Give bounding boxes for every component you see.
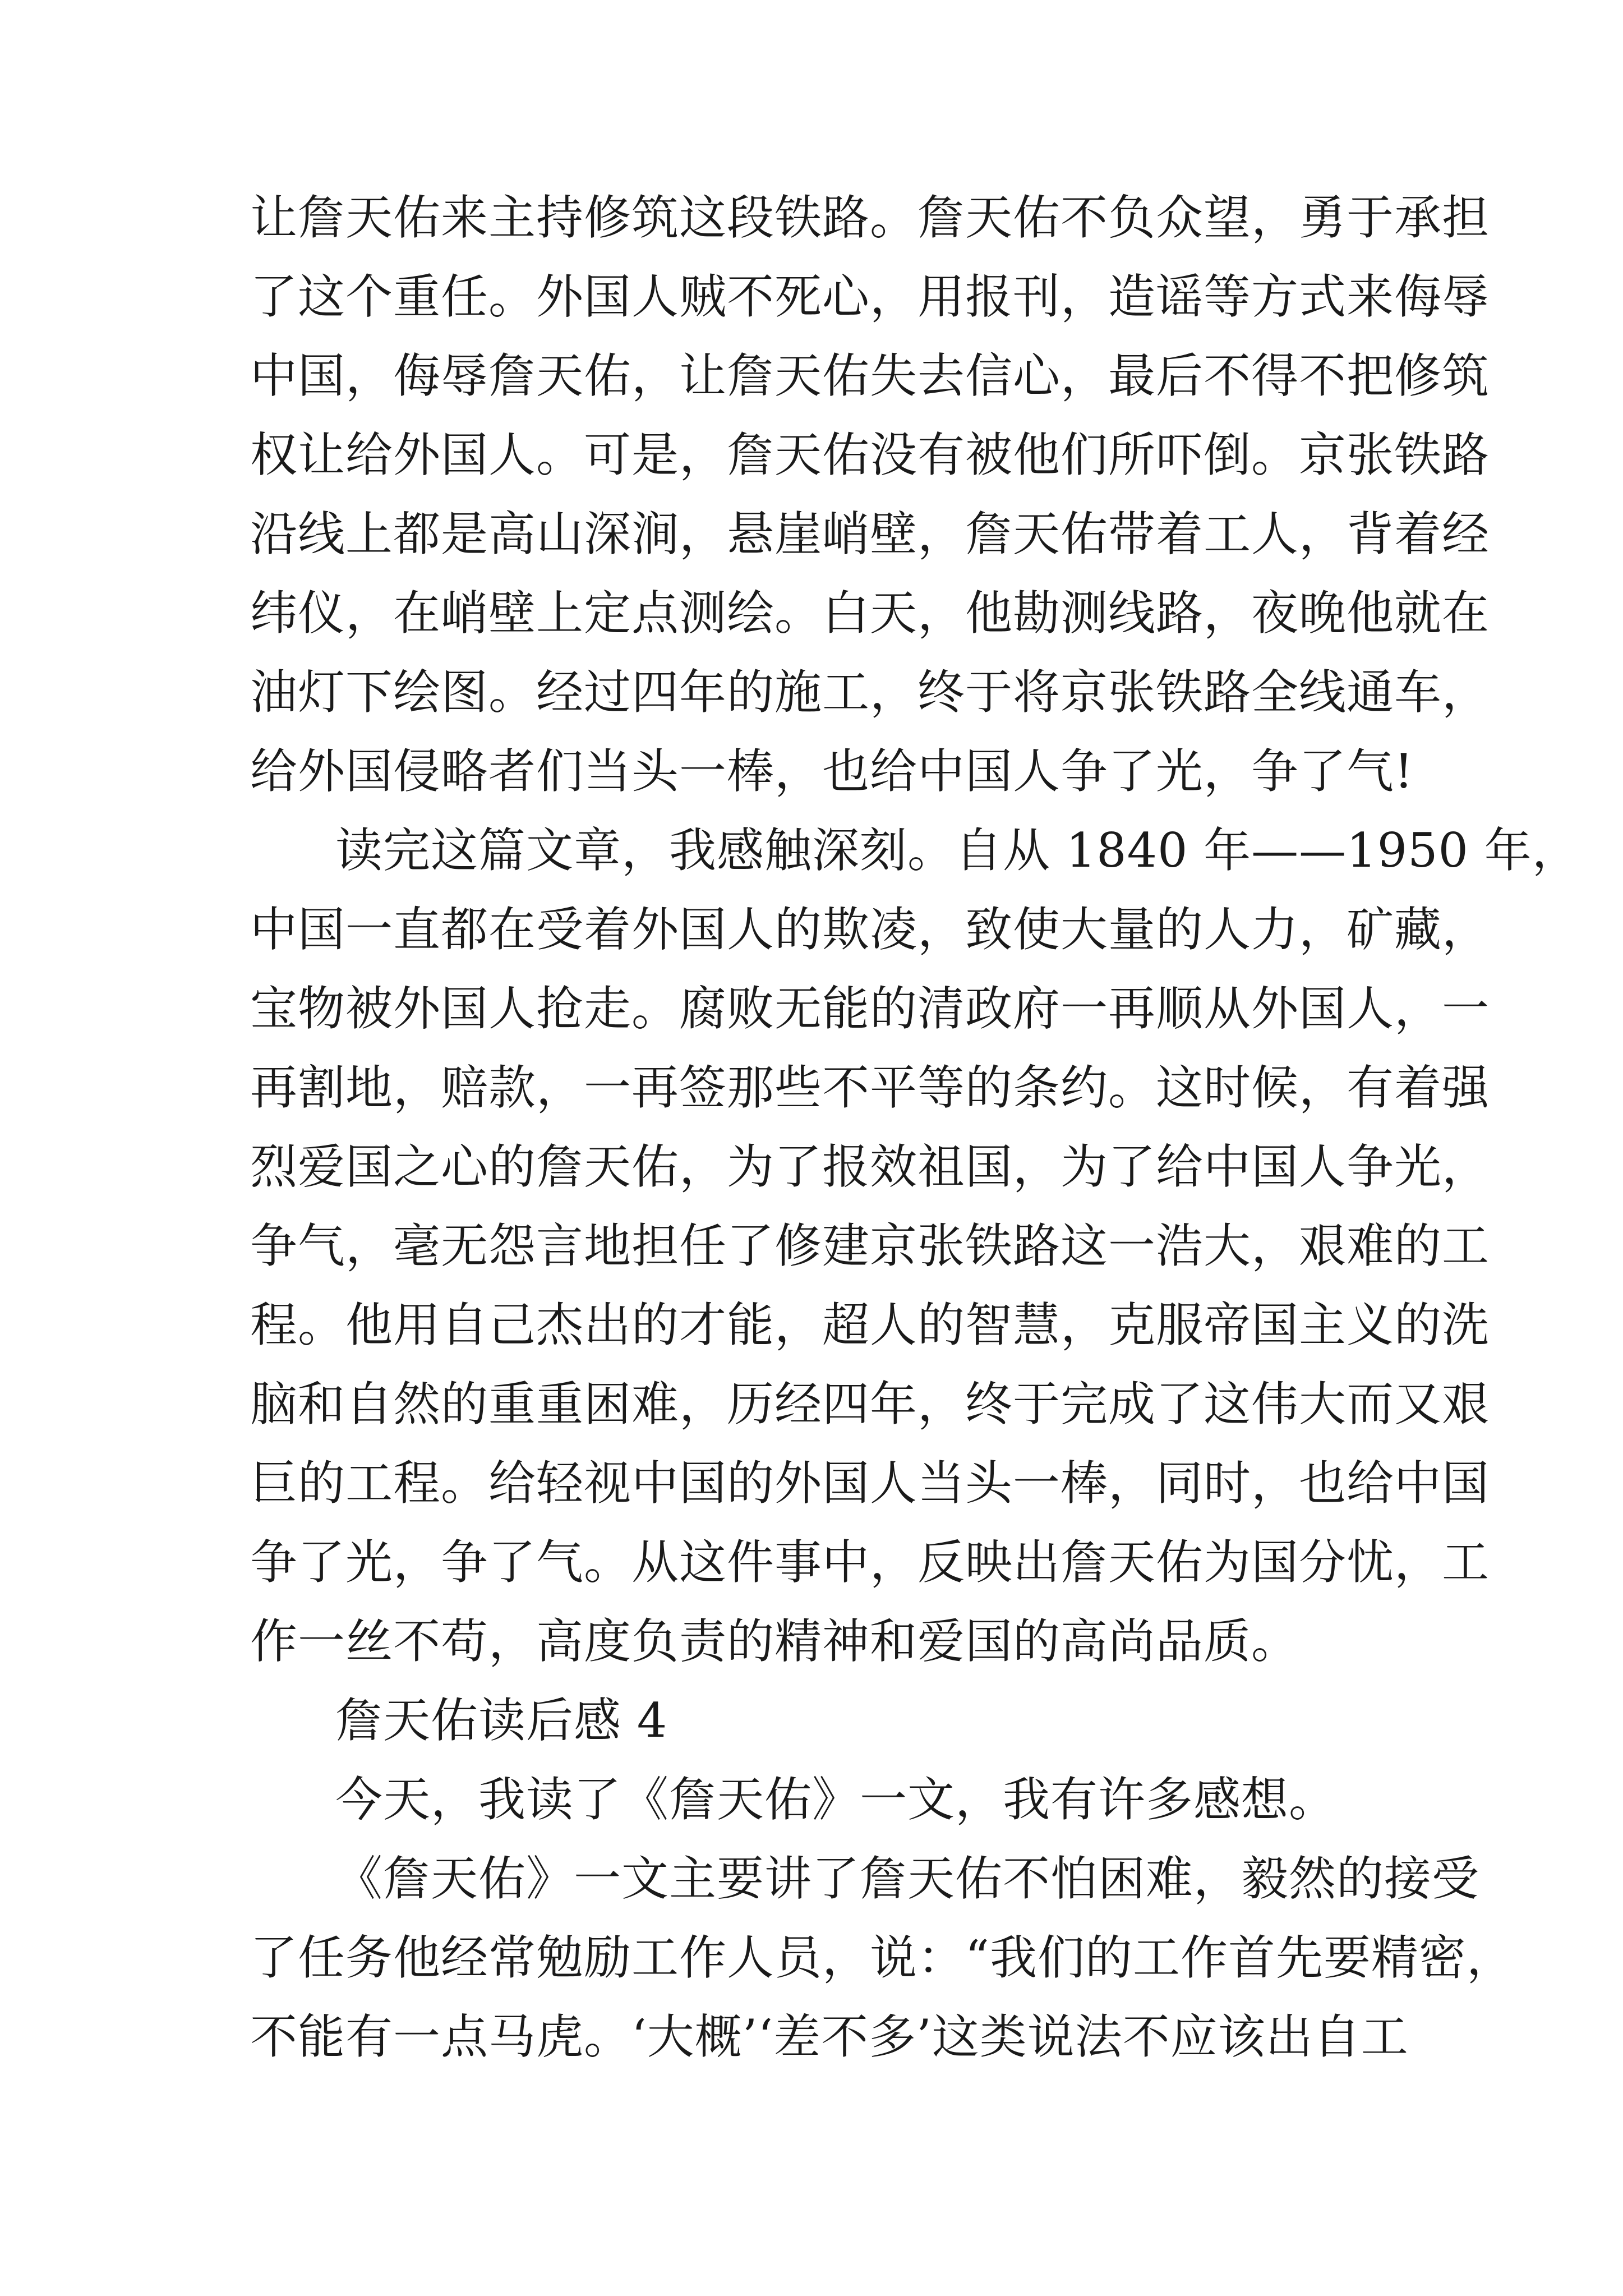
text-line: 纬仪，在峭壁上定点测绘。白天，他勘测线路，夜晚他就在 <box>250 586 1490 641</box>
text-line: 巨的工程。给轻视中国的外国人当头一棒，同时，也给中国 <box>250 1456 1490 1511</box>
text-line: 权让给外国人。可是，詹天佑没有被他们所吓倒。京张铁路 <box>250 427 1490 482</box>
paragraph-first-line: 读完这篇文章，我感触深刻。自从 1840 年——1950 年， <box>335 823 1580 878</box>
text-line: 了这个重任。外国人贼不死心，用报刊，造谣等方式来侮辱 <box>250 269 1490 324</box>
document-body <box>250 178 1580 2077</box>
paragraph-first-line: 《詹天佑》一文主要讲了詹天佑不怕困难，毅然的接受 <box>335 1851 1480 1906</box>
text-line: 争气，毫无怨言地担任了修建京张铁路这一浩大，艰难的工 <box>250 1218 1490 1273</box>
text-line: 沿线上都是高山深涧，悬崖峭壁，詹天佑带着工人，背着经 <box>250 507 1490 562</box>
text-line: 了任务他经常勉励工作人员，说：“我们的工作首先要精密， <box>250 1930 1514 1985</box>
text-line: 让詹天佑来主持修筑这段铁路。詹天佑不负众望，勇于承担 <box>250 190 1490 245</box>
text-line: 宝物被外国人抢走。腐败无能的清政府一再顺从外国人，一 <box>250 981 1490 1036</box>
text-line: 争了光，争了气。从这件事中，反映出詹天佑为国分忧，工 <box>250 1535 1490 1590</box>
text-line: 烈爱国之心的詹天佑，为了报效祖国，为了给中国人争光， <box>250 1139 1490 1194</box>
section-heading: 詹天佑读后感 4 <box>335 1693 668 1748</box>
text-line: 油灯下绘图。经过四年的施工，终于将京张铁路全线通车， <box>250 665 1490 720</box>
text-line: 作一丝不苟，高度负责的精神和爱国的高尚品质。 <box>250 1614 1299 1669</box>
paragraph-first-line: 今天，我读了《詹天佑》一文，我有许多感想。 <box>335 1772 1337 1827</box>
text-line: 中国一直都在受着外国人的欺凌，致使大量的人力，矿藏， <box>250 902 1490 957</box>
text-line: 再割地，赔款，一再签那些不平等的条约。这时候，有着强 <box>250 1060 1490 1115</box>
text-line: 给外国侵略者们当头一棒，也给中国人争了光，争了气! <box>250 744 1414 799</box>
text-line: 脑和自然的重重困难，历经四年，终于完成了这伟大而又艰 <box>250 1377 1490 1432</box>
text-line: 不能有一点马虎。‘大概’‘差不多’这类说法不应该出自工 <box>250 2009 1409 2064</box>
text-line: 中国，侮辱詹天佑，让詹天佑失去信心，最后不得不把修筑 <box>250 348 1490 403</box>
text-line: 程。他用自己杰出的才能，超人的智慧，克服帝国主义的洗 <box>250 1297 1490 1352</box>
